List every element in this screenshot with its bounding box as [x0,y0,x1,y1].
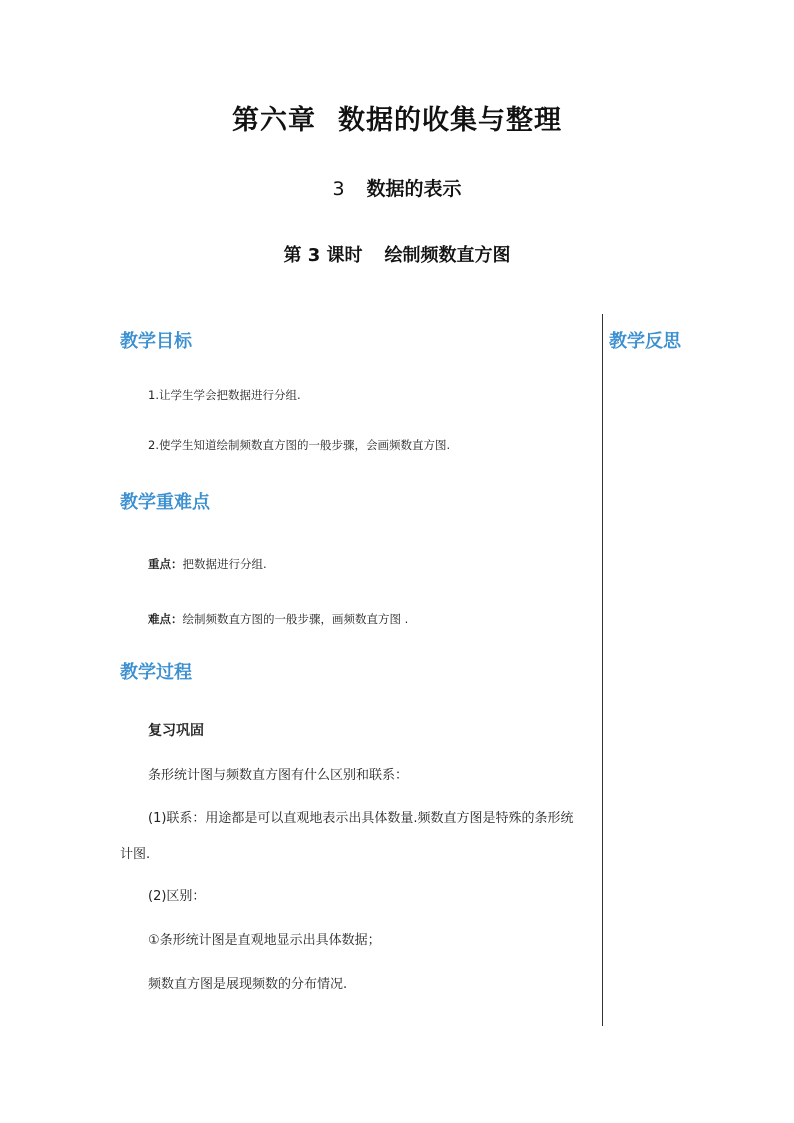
reflection-heading: 教学反思 [609,331,681,352]
section-title [0,174,794,201]
column-divider [602,314,603,1026]
key-point-label: 重点： [148,557,183,571]
difficult-point [148,611,408,627]
review-subheading: 复习巩固 [148,723,204,739]
lesson-title [0,241,794,267]
key-point [148,556,267,572]
difficult-point-text: 绘制频数直方图的一般步骤，画频数直方图 . [182,612,409,626]
review-answer-connection: (1)联系：用途都是可以直观地表示出具体数量.频数直方图是特殊的条形统计图. [120,811,574,862]
difference-item-2: 频数直方图是展现频数的分布情况. [148,977,348,992]
objective-item-2: 2.使学生知道绘制频数直方图的一般步骤，会画频数直方图. [148,438,451,452]
lesson-number: 第 3 课时 [283,245,363,266]
lesson-name: 绘制频数直方图 [384,245,511,266]
key-point-text: 把数据进行分组. [182,557,267,571]
chapter-title [0,98,794,137]
section-number: 3 [332,178,345,200]
chapter-number: 第六章 [232,105,316,136]
difference-item-1: ①条形统计图是直观地显示出具体数据； [148,933,381,948]
review-question: 条形统计图与频数直方图有什么区别和联系： [148,768,409,783]
key-points-heading: 教学重难点 [120,492,210,513]
objective-item-1: 1.让学生学会把数据进行分组. [148,388,301,402]
review-answer-difference: (2)区别： [148,889,206,904]
chapter-name: 数据的收集与整理 [338,105,562,136]
process-heading: 教学过程 [120,662,192,683]
objectives-heading: 教学目标 [120,331,192,352]
section-name: 数据的表示 [366,178,462,200]
difficult-point-label: 难点： [148,612,183,626]
